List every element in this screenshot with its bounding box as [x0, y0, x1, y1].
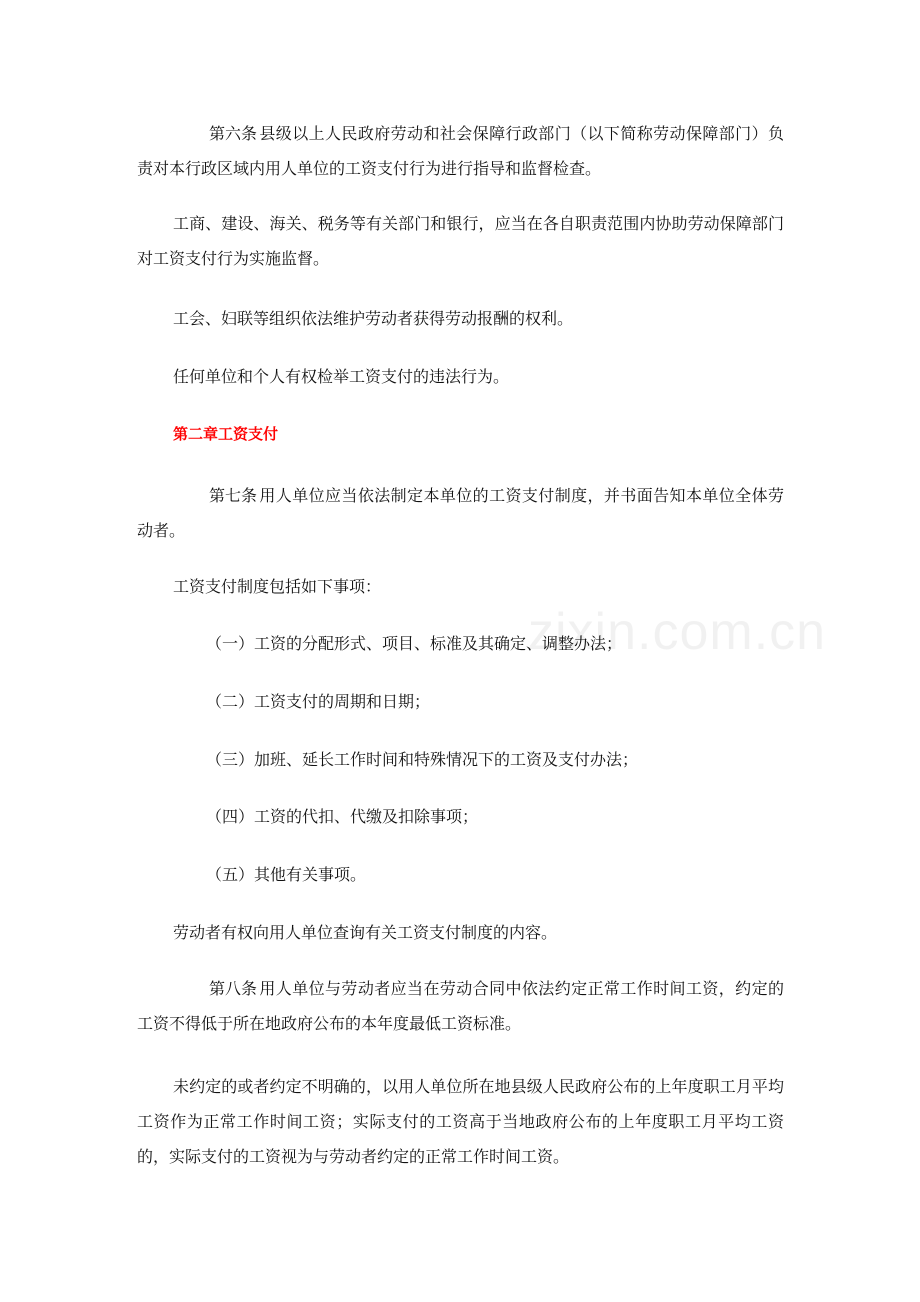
- article-7-label: 第七条: [209, 486, 258, 505]
- list-item: （五）其他有关事项。: [206, 865, 367, 884]
- article-8-label: 第八条: [209, 979, 258, 998]
- list-item: （二）工资支付的周期和日期；: [206, 692, 431, 711]
- paragraph-report-violations: 任何单位和个人有权检举工资支付的违法行为。: [173, 367, 510, 386]
- article-6-text: 县级以上人民政府劳动和社会保障行政部门（以下简称劳动保障部门）负责对本行政区域内用人单位的工资支付行为进行指导和监督检查。: [137, 124, 784, 178]
- list-item: （一）工资的分配形式、项目、标准及其确定、调整办法；: [206, 634, 623, 653]
- article-7: [137, 478, 784, 548]
- article-6-label: 第六条: [209, 124, 258, 143]
- paragraph-includes: 工资支付制度包括如下事项：: [173, 577, 382, 596]
- chapter-2-heading: 第二章工资支付: [173, 425, 279, 443]
- watermark: zixin.com.cn: [528, 603, 827, 661]
- article-6: [137, 116, 784, 186]
- list-item: （三）加班、延长工作时间和特殊情况下的工资及支付办法；: [206, 750, 639, 769]
- paragraph-query-rights: 劳动者有权向用人单位查询有关工资支付制度的内容。: [173, 923, 558, 942]
- article-8-text: 用人单位与劳动者应当在劳动合同中依法约定正常工作时间工资，约定的工资不得低于所在地政府公布的本年度最低工资标准。: [137, 979, 784, 1033]
- paragraph-unagreed-wage: 未约定的或者约定不明确的，以用人单位所在地县级人民政府公布的上年度职工月平均工资作为正常工作时间工资；实际支付的工资高于当地政府公布的上年度职工月平均工资的，实际支付的工资视为与劳动者约定的正常工作时间工资。: [137, 1077, 784, 1166]
- list-item: （四）工资的代扣、代缴及扣除事项；: [206, 807, 479, 826]
- paragraph-assist-supervision: 工商、建设、海关、税务等有关部门和银行，应当在各自职责范围内协助劳动保障部门对工资支付行为实施监督。: [137, 214, 784, 268]
- article-7-text: 用人单位应当依法制定本单位的工资支付制度，并书面告知本单位全体劳动者。: [137, 486, 784, 540]
- article-8: [137, 971, 784, 1041]
- paragraph-union-rights: 工会、妇联等组织依法维护劳动者获得劳动报酬的权利。: [173, 309, 574, 328]
